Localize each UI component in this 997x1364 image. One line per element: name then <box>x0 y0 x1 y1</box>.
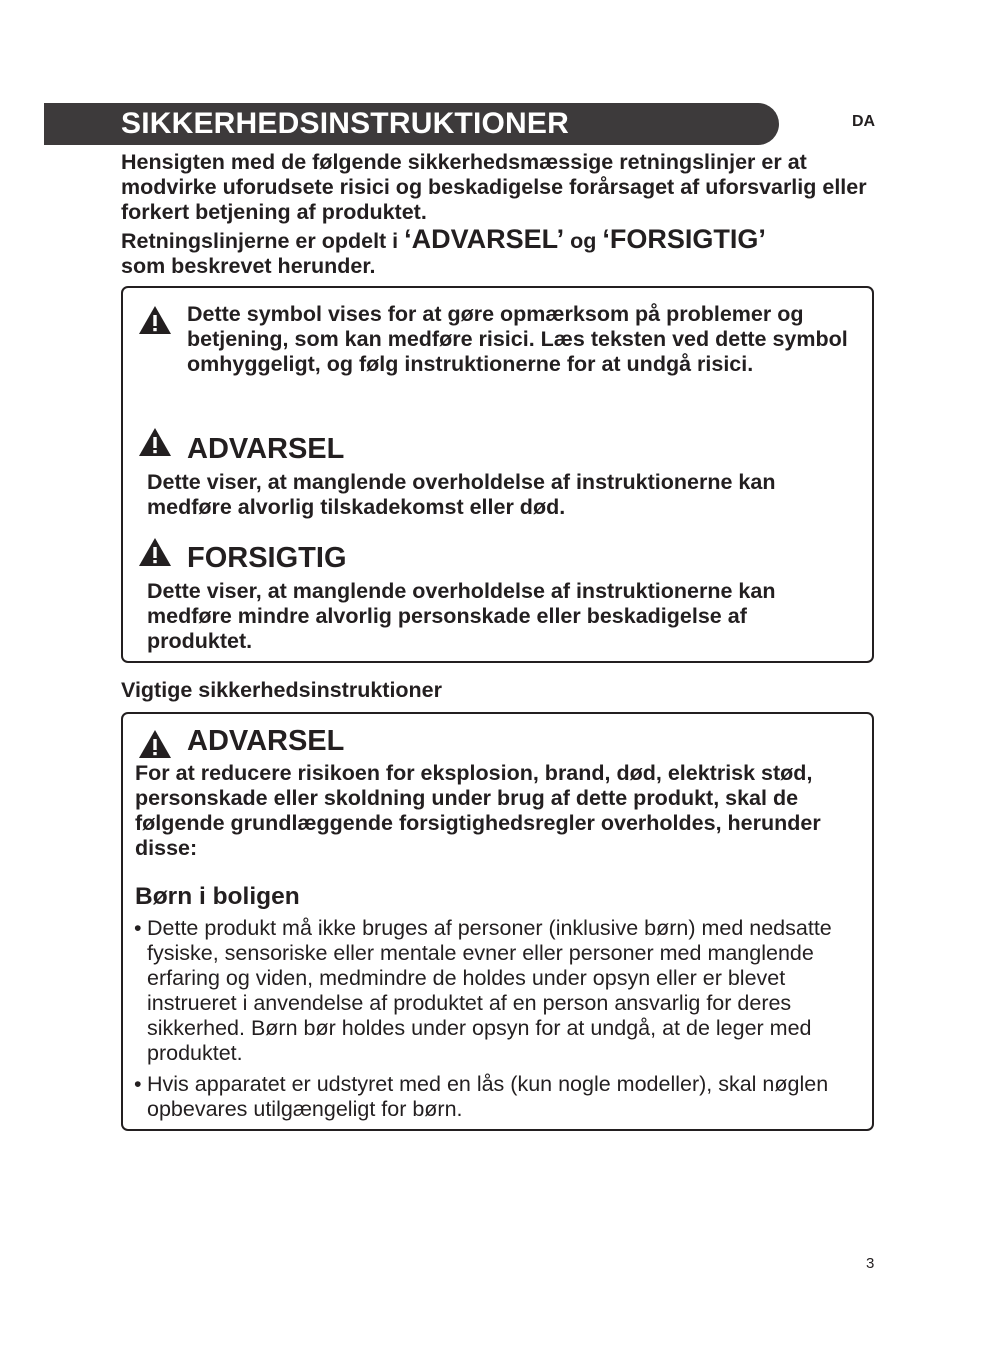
bullet-mark: • <box>134 1072 142 1096</box>
bullet-mark: • <box>134 916 142 940</box>
list-item-text: Dette produkt må ikke bruges af personer (inklusive børn) med nedsatte fysiske, sensoriske eller mentale evner eller personer med manglende erfaring og viden, medmindre de holdes under opsyn eller er blevet instrueret i anvendelse af produktet af en person ansvarlig for deres sikkerhed. Børn bør holdes under opsyn for at undgå, at de leger med produktet. <box>147 916 832 1065</box>
legend-box <box>121 286 874 663</box>
children-subheading: Børn i boligen <box>135 883 300 910</box>
warning-triangle-icon <box>137 304 173 336</box>
warning-intro: For at reducere risikoen for eksplosion, brand, død, elektrisk stød, personskade eller skoldning under brug af dette produkt, skal de følgende grundlæggende forsigtighedsregler overholdes, herunder disse: <box>135 761 821 860</box>
forsigtig-heading: FORSIGTIG <box>187 542 347 574</box>
intro-paragraph: Hensigten med de følgende sikkerhedsmæssige retningslinjer er at modvirke uforudsete risici og beskadigelse forårsaget af uforsvarlig eller forkert betjening af produktet. <box>121 150 867 224</box>
warning-triangle-icon <box>137 426 173 458</box>
section-label: Vigtige sikkerhedsinstruktioner <box>121 678 443 702</box>
page-title: SIKKERHEDSINSTRUKTIONER <box>121 107 569 140</box>
intro-text <box>121 150 891 279</box>
bullet-list <box>135 916 855 1128</box>
advarsel-heading: ADVARSEL <box>187 433 345 465</box>
warning-heading: ADVARSEL <box>187 725 345 757</box>
warning-box <box>121 712 874 1131</box>
symbol-explanation: Dette symbol vises for at gøre opmærksom på problemer og betjening, som kan medføre risici. Læs teksten ved dette symbol omhyggeligt, og følg instruktionerne for at undgå risici. <box>187 302 848 376</box>
advarsel-term: ‘ADVARSEL’ <box>404 224 565 254</box>
language-code: DA <box>852 113 876 130</box>
intro-prefix: Retningslinjerne er opdelt i <box>121 229 405 253</box>
list-item-text: Hvis apparatet er udstyret med en lås (kun nogle modeller), skal nøglen opbevares utilgængeligt for børn. <box>147 1072 829 1121</box>
warning-triangle-icon <box>137 728 173 760</box>
forsigtig-term: ‘FORSIGTIG’ <box>602 224 766 254</box>
page-number: 3 <box>866 1255 875 1272</box>
intro-suffix: som beskrevet herunder. <box>121 254 376 278</box>
warning-triangle-icon <box>137 536 173 568</box>
title-banner <box>44 103 779 145</box>
intro-categories <box>121 224 891 279</box>
list-item <box>135 1072 855 1122</box>
forsigtig-description: Dette viser, at manglende overholdelse af instruktionerne kan medføre mindre alvorlig personskade eller beskadigelse af produktet. <box>147 579 776 653</box>
og-text: og <box>564 229 603 253</box>
list-item <box>135 916 855 1066</box>
advarsel-description: Dette viser, at manglende overholdelse af instruktionerne kan medføre alvorlig tilskadekomst eller død. <box>147 470 776 519</box>
